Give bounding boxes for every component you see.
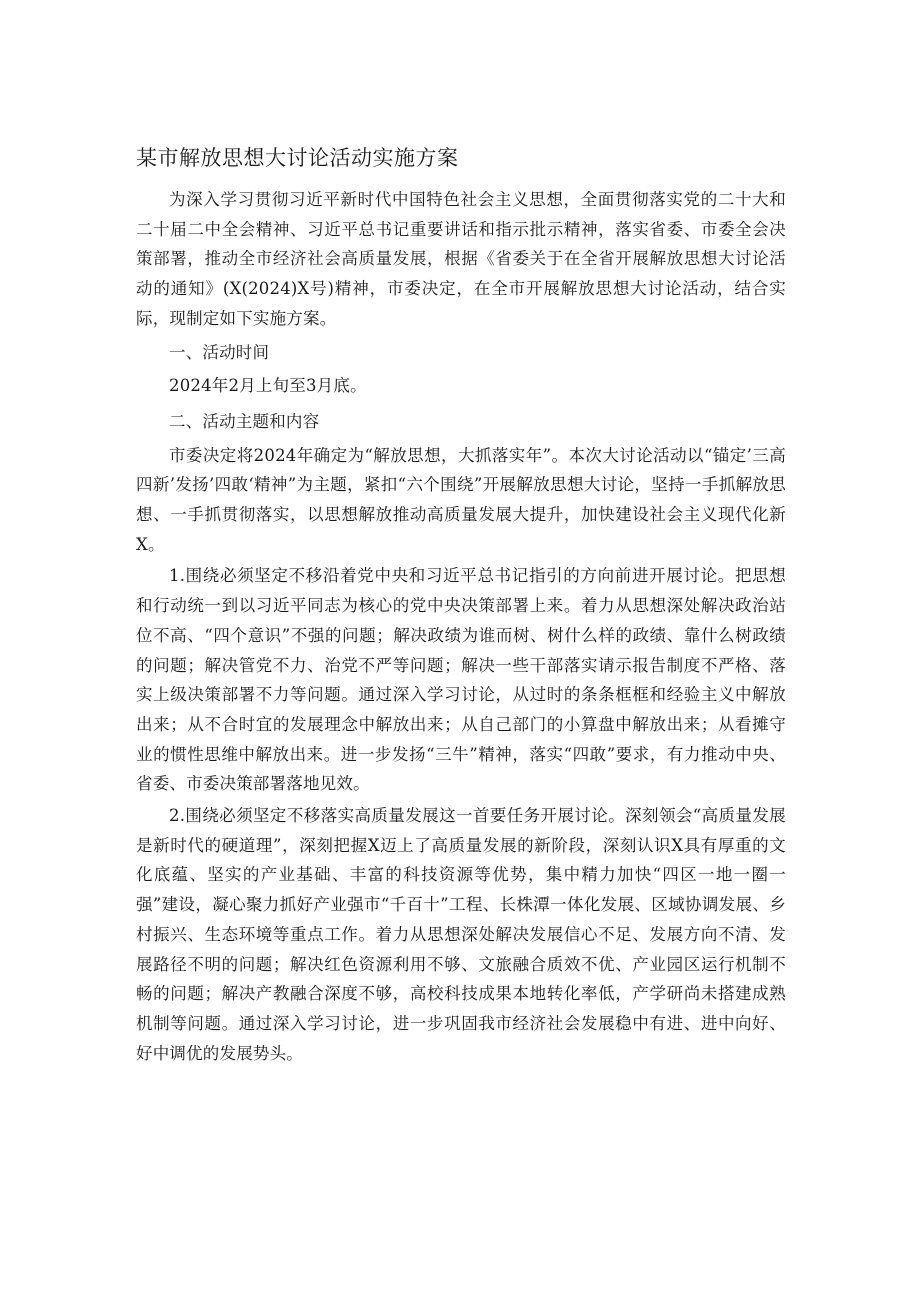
- document-title: 某市解放思想大讨论活动实施方案: [136, 146, 459, 170]
- document-body: [136, 185, 786, 1070]
- theme-paragraph: 市委决定将2024年确定为“解放思想，大抓落实年”。本次大讨论活动以“锚定’三高四新’发扬’四敢‘精神”为主题，紧扣“六个围绕”开展解放思想大讨论，坚持一手抓解放思想、一手抓贯彻落实，以思想解放推动高质量发展大提升，加快建设社会主义现代化新X。: [136, 445, 786, 554]
- activity-time-paragraph: 2024年2月上旬至3月底。: [169, 376, 367, 396]
- item-2-paragraph: 2.围绕必须坚定不移落实高质量发展这一首要任务开展讨论。深刻领会“高质量发展是新时代的硬道理”，深刻把握X迈上了高质量发展的新阶段，深刻认识X具有厚重的文化底蕴、坚实的产业基础、丰富的科技资源等优势，集中精力加快“四区一地一圈一强”建设，凝心聚力抓好产业强市“千百十”工程、长株潭一体化发展、区域协调发展、乡村振兴、生态环境等重点工作。着力从思想深处解决发展信心不足、发展方向不清、发展路径不明的问题；解决红色资源利用不够、文旅融合质效不优、产业园区运行机制不畅的问题；解决产教融合深度不够，高校科技成果本地转化率低，产学研尚未搭建成熟机制等问题。通过深入学习讨论，进一步巩固我市经济社会发展稳中有进、进中向好、好中调优的发展势头。: [136, 806, 786, 1063]
- section-heading-theme-content: 二、活动主题和内容: [169, 411, 320, 431]
- section-heading-activity-time: 一、活动时间: [169, 342, 270, 362]
- intro-paragraph: 为深入学习贯彻习近平新时代中国特色社会主义思想，全面贯彻落实党的二十大和二十届二中全会精神、习近平总书记重要讲话和指示批示精神，落实省委、市委全会决策部署，推动全市经济社会高质量发展，根据《省委关于在全省开展解放思想大讨论活动的通知》(X(2024)X号)精神，市委决定，在全市开展解放思想大讨论活动，结合实际，现制定如下实施方案。: [136, 190, 786, 328]
- item-1-paragraph: 1.围绕必须坚定不移沿着党中央和习近平总书记指引的方向前进开展讨论。把思想和行动统一到以习近平同志为核心的党中央决策部署上来。着力从思想深处解决政治站位不高、“四个意识”不强的问题；解决政绩为谁而树、树什么样的政绩、靠什么树政绩的问题；解决管党不力、治党不严等问题；解决一些干部落实请示报告制度不严格、落实上级决策部署不力等问题。通过深入学习讨论，从过时的条条框框和经验主义中解放出来；从不合时宜的发展理念中解放出来；从自己部门的小算盘中解放出来；从看摊守业的惯性思维中解放出来。进一步发扬“三牛”精神，落实“四敢”要求，有力推动中央、省委、市委决策部署落地见效。: [136, 566, 786, 794]
